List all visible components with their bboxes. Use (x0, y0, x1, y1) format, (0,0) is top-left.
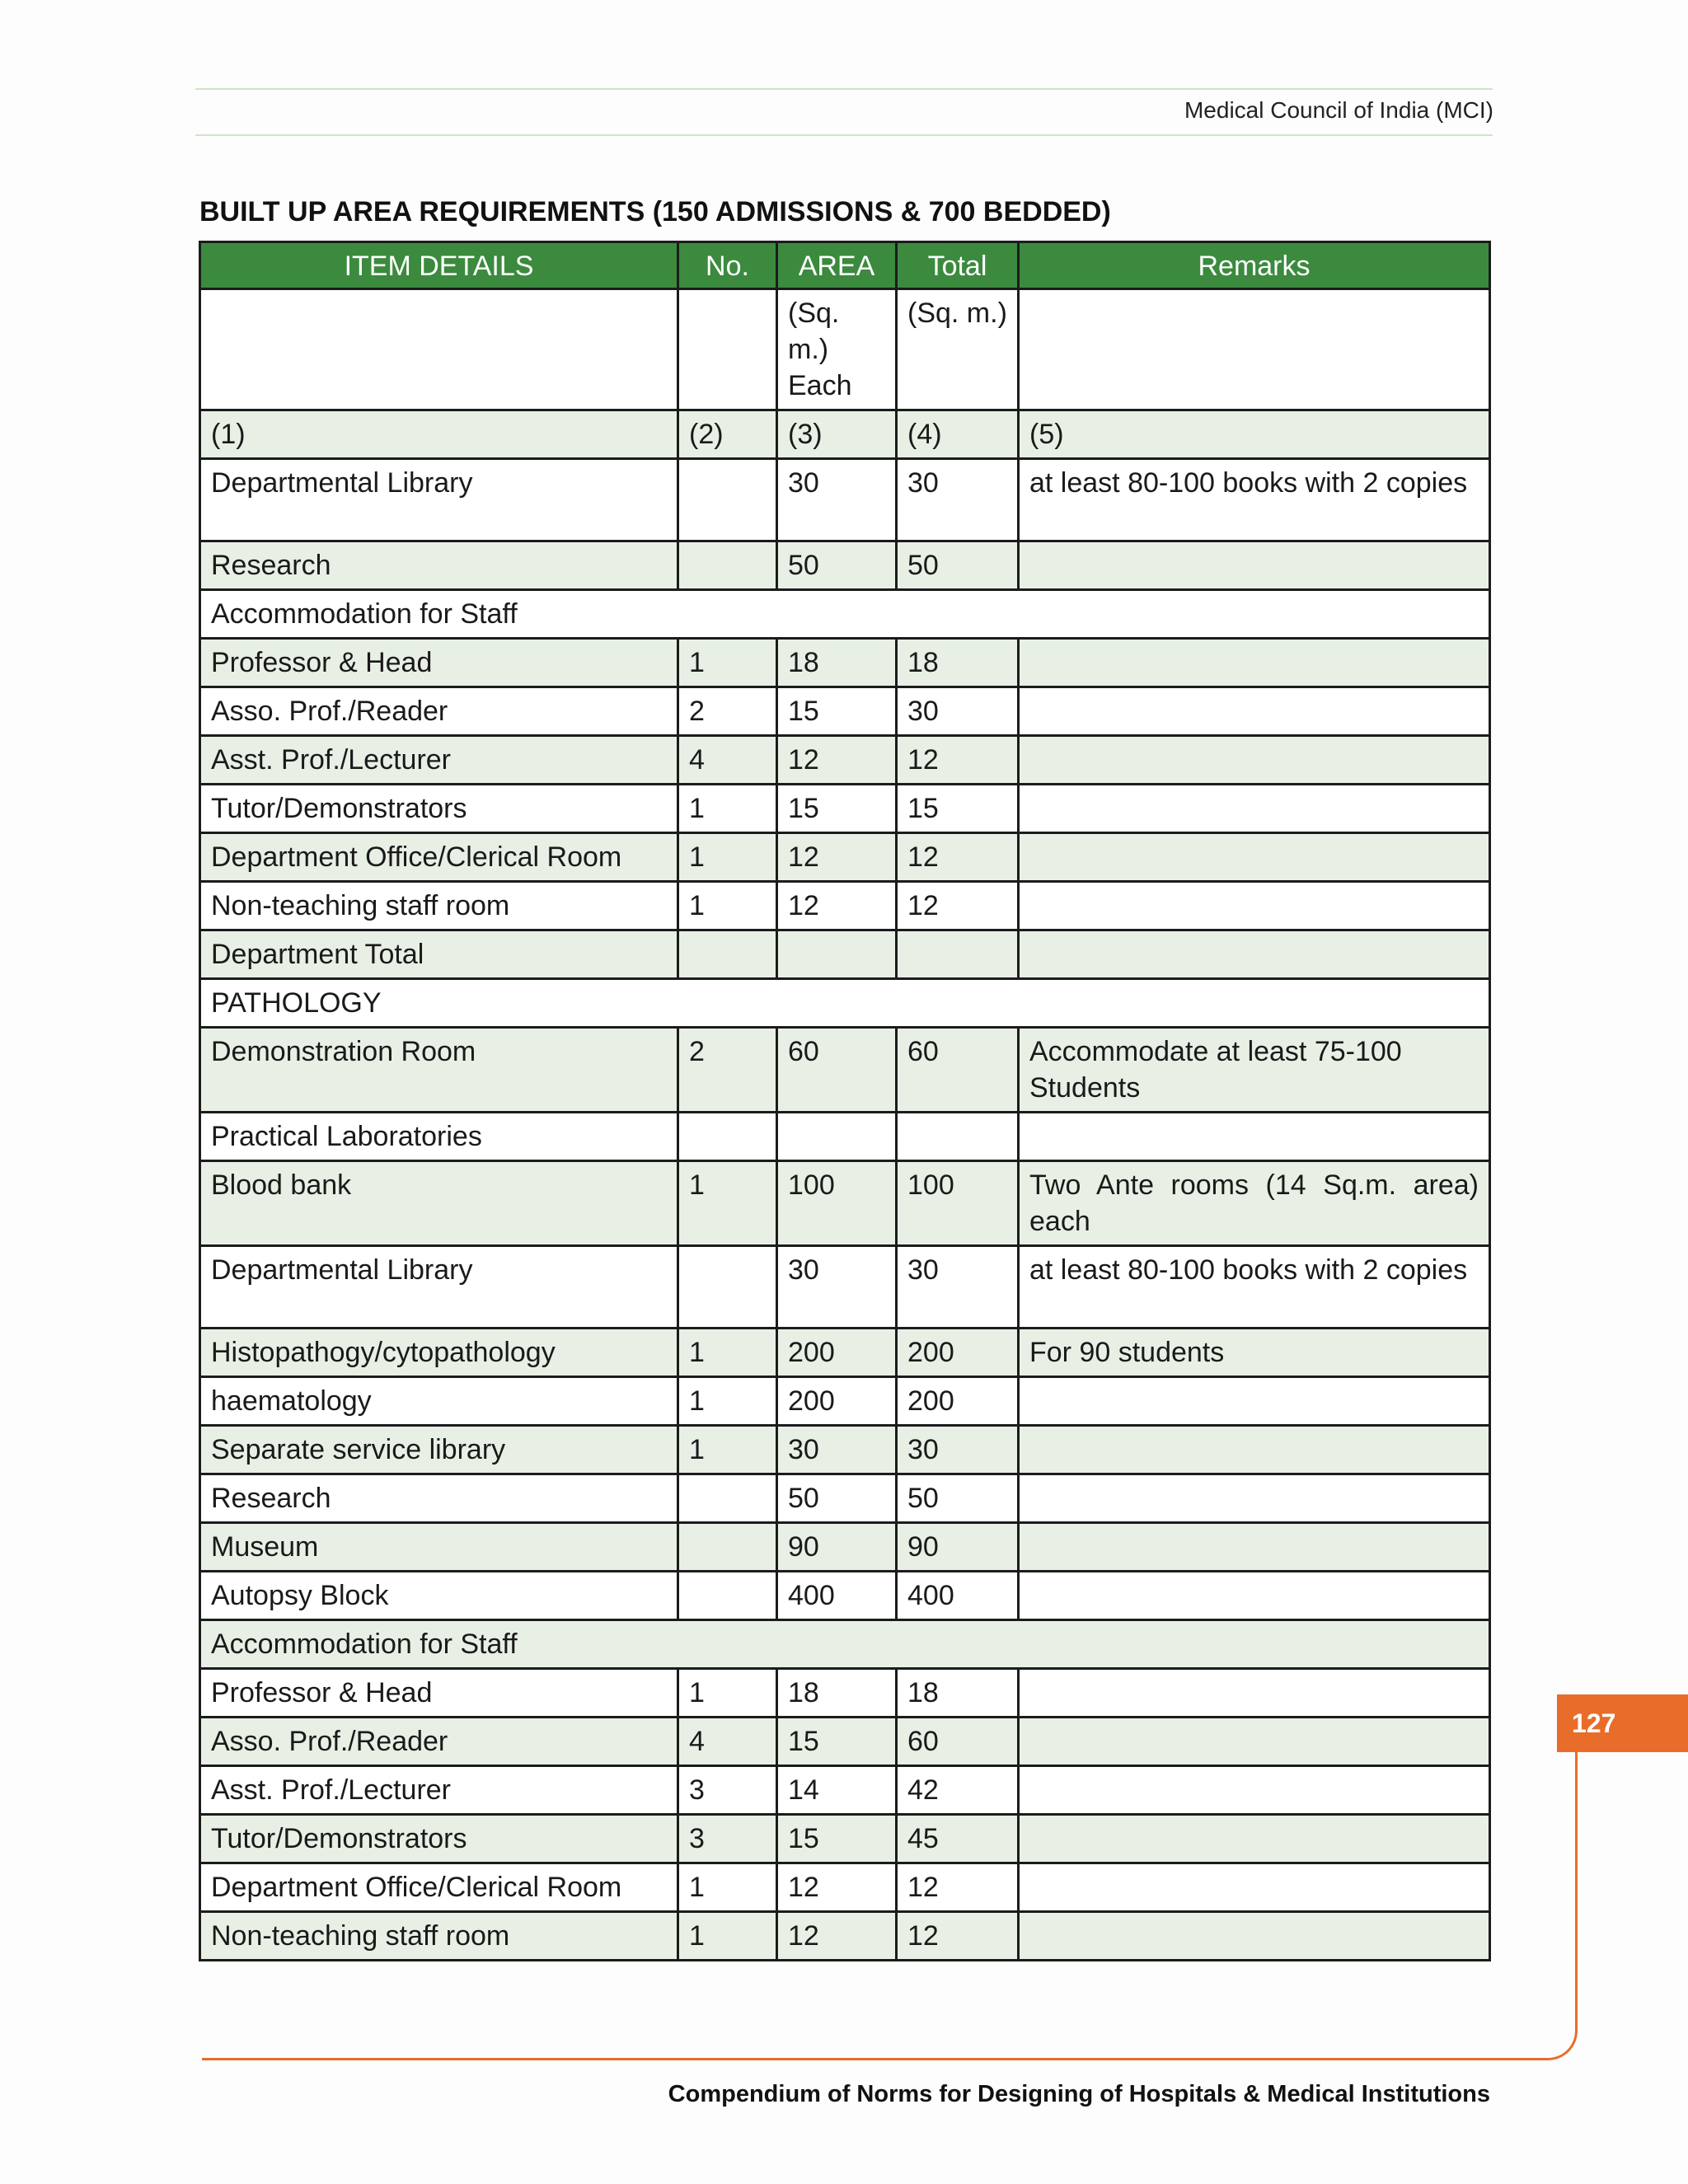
area-cell: 12 (777, 1912, 897, 1961)
section-heading: Accommodation for Staff (200, 590, 1490, 639)
total-cell: 200 (897, 1377, 1019, 1426)
remarks-cell (1019, 785, 1490, 833)
total-cell: 400 (897, 1572, 1019, 1620)
area-cell: 30 (777, 1246, 897, 1329)
table-row (200, 1161, 1490, 1246)
total-cell: 12 (897, 833, 1019, 882)
remarks-cell: at least 80-100 books with 2 copies (1019, 1246, 1490, 1329)
number-cell: (2) (678, 410, 777, 459)
section-row (200, 979, 1490, 1028)
number-cell: 1 (678, 1426, 777, 1474)
item-cell: Practical Laboratories (200, 1113, 678, 1161)
area-cell: 200 (777, 1377, 897, 1426)
remarks-cell (1019, 833, 1490, 882)
table-body (200, 289, 1490, 1961)
total-cell: 50 (897, 1474, 1019, 1523)
total-cell: 100 (897, 1161, 1019, 1246)
number-cell: 1 (678, 882, 777, 930)
remarks-cell (1019, 639, 1490, 687)
remarks-cell: at least 80-100 books with 2 copies (1019, 459, 1490, 541)
item-cell: (1) (200, 410, 678, 459)
item-cell: Departmental Library (200, 459, 678, 541)
table-row (200, 687, 1490, 736)
total-cell: 18 (897, 639, 1019, 687)
number-cell: 3 (678, 1815, 777, 1863)
item-cell (200, 289, 678, 410)
total-cell: (Sq. m.) (897, 289, 1019, 410)
number-cell (678, 541, 777, 590)
item-cell: Blood bank (200, 1161, 678, 1246)
header-rule-top (195, 88, 1493, 90)
number-cell (678, 289, 777, 410)
total-cell: 12 (897, 1863, 1019, 1912)
area-cell: (Sq. m.) Each (777, 289, 897, 410)
column-header: Remarks (1019, 242, 1490, 289)
area-cell: 60 (777, 1028, 897, 1113)
area-cell (777, 1113, 897, 1161)
total-cell: (4) (897, 410, 1019, 459)
area-cell: 12 (777, 833, 897, 882)
area-requirements-table (199, 241, 1491, 1961)
total-cell: 18 (897, 1669, 1019, 1718)
item-cell: Separate service library (200, 1426, 678, 1474)
number-cell: 1 (678, 1863, 777, 1912)
remarks-cell (1019, 541, 1490, 590)
column-header: AREA (777, 242, 897, 289)
column-header: ITEM DETAILS (200, 242, 678, 289)
area-cell: 18 (777, 1669, 897, 1718)
number-cell (678, 459, 777, 541)
area-cell: 90 (777, 1523, 897, 1572)
item-cell: Asst. Prof./Lecturer (200, 1766, 678, 1815)
table-row (200, 833, 1490, 882)
table-row (200, 639, 1490, 687)
section-heading: Accommodation for Staff (200, 1620, 1490, 1669)
number-cell: 1 (678, 1912, 777, 1961)
remarks-cell (1019, 289, 1490, 410)
number-cell (678, 1474, 777, 1523)
remarks-cell: Accommodate at least 75-100 Students (1019, 1028, 1490, 1113)
remarks-cell: For 90 students (1019, 1329, 1490, 1377)
table-row (200, 1377, 1490, 1426)
remarks-cell: (5) (1019, 410, 1490, 459)
item-cell: Autopsy Block (200, 1572, 678, 1620)
column-header: No. (678, 242, 777, 289)
table-row (200, 1329, 1490, 1377)
table-row (200, 785, 1490, 833)
total-cell: 30 (897, 1426, 1019, 1474)
table-row (200, 289, 1490, 410)
number-cell: 4 (678, 1718, 777, 1766)
total-cell: 12 (897, 736, 1019, 785)
item-cell: Professor & Head (200, 1669, 678, 1718)
section-heading: PATHOLOGY (200, 979, 1490, 1028)
table-row (200, 1113, 1490, 1161)
total-cell (897, 930, 1019, 979)
number-cell (678, 930, 777, 979)
remarks-cell (1019, 882, 1490, 930)
total-cell: 30 (897, 1246, 1019, 1329)
item-cell: Asst. Prof./Lecturer (200, 736, 678, 785)
remarks-cell (1019, 687, 1490, 736)
total-cell: 90 (897, 1523, 1019, 1572)
total-cell: 200 (897, 1329, 1019, 1377)
item-cell: haematology (200, 1377, 678, 1426)
number-cell (678, 1523, 777, 1572)
area-cell: 50 (777, 1474, 897, 1523)
item-cell: Tutor/Demonstrators (200, 785, 678, 833)
area-cell: 15 (777, 785, 897, 833)
item-cell: Histopathogy/cytopathology (200, 1329, 678, 1377)
section-row (200, 590, 1490, 639)
remarks-cell (1019, 930, 1490, 979)
running-footer: Compendium of Norms for Designing of Hospitals & Medical Institutions (668, 2081, 1490, 2107)
item-cell: Tutor/Demonstrators (200, 1815, 678, 1863)
total-cell: 60 (897, 1718, 1019, 1766)
remarks-cell (1019, 1669, 1490, 1718)
column-header: Total (897, 242, 1019, 289)
area-cell: 30 (777, 1426, 897, 1474)
table-title: BUILT UP AREA REQUIREMENTS (150 ADMISSIONS & 700 BEDDED) (199, 196, 1111, 227)
remarks-cell (1019, 1474, 1490, 1523)
item-cell: Department Office/Clerical Room (200, 1863, 678, 1912)
table-row (200, 736, 1490, 785)
remarks-cell (1019, 1426, 1490, 1474)
item-cell: Asso. Prof./Reader (200, 687, 678, 736)
number-cell: 1 (678, 639, 777, 687)
remarks-cell (1019, 736, 1490, 785)
table-row (200, 1669, 1490, 1718)
remarks-cell (1019, 1113, 1490, 1161)
item-cell: Museum (200, 1523, 678, 1572)
total-cell: 60 (897, 1028, 1019, 1113)
number-cell: 3 (678, 1766, 777, 1815)
area-cell: 30 (777, 459, 897, 541)
area-cell: 15 (777, 1815, 897, 1863)
running-header: Medical Council of India (MCI) (1184, 97, 1493, 123)
header-rule-bottom (195, 134, 1493, 136)
section-row (200, 1620, 1490, 1669)
number-cell (678, 1113, 777, 1161)
table-row (200, 459, 1490, 541)
area-cell: 200 (777, 1329, 897, 1377)
total-cell: 15 (897, 785, 1019, 833)
area-cell: 50 (777, 541, 897, 590)
total-cell (897, 1113, 1019, 1161)
item-cell: Non-teaching staff room (200, 882, 678, 930)
total-cell: 30 (897, 459, 1019, 541)
area-cell: 400 (777, 1572, 897, 1620)
item-cell: Non-teaching staff room (200, 1912, 678, 1961)
table-row (200, 1572, 1490, 1620)
item-cell: Departmental Library (200, 1246, 678, 1329)
area-cell: 18 (777, 639, 897, 687)
area-cell: 100 (777, 1161, 897, 1246)
table-row (200, 1523, 1490, 1572)
item-cell: Research (200, 541, 678, 590)
item-cell: Department Total (200, 930, 678, 979)
number-cell: 1 (678, 1329, 777, 1377)
number-cell (678, 1572, 777, 1620)
item-cell: Department Office/Clerical Room (200, 833, 678, 882)
area-cell (777, 930, 897, 979)
number-cell: 2 (678, 1028, 777, 1113)
item-cell: Asso. Prof./Reader (200, 1718, 678, 1766)
number-cell: 4 (678, 736, 777, 785)
table-row (200, 410, 1490, 459)
item-cell: Professor & Head (200, 639, 678, 687)
total-cell: 30 (897, 687, 1019, 736)
table-row (200, 1028, 1490, 1113)
area-cell: 15 (777, 687, 897, 736)
number-cell: 1 (678, 833, 777, 882)
table-row (200, 1474, 1490, 1523)
table-row (200, 1426, 1490, 1474)
remarks-cell (1019, 1377, 1490, 1426)
area-cell: 14 (777, 1766, 897, 1815)
table-header-row (200, 242, 1490, 289)
total-cell: 50 (897, 541, 1019, 590)
number-cell: 1 (678, 1377, 777, 1426)
item-cell: Research (200, 1474, 678, 1523)
area-cell: 12 (777, 736, 897, 785)
number-cell (678, 1246, 777, 1329)
total-cell: 42 (897, 1766, 1019, 1815)
remarks-cell (1019, 1523, 1490, 1572)
number-cell: 1 (678, 1161, 777, 1246)
page-frame-line (202, 1752, 1578, 2060)
area-cell: 12 (777, 1863, 897, 1912)
area-cell: 15 (777, 1718, 897, 1766)
number-cell: 2 (678, 687, 777, 736)
table-row (200, 1246, 1490, 1329)
number-cell: 1 (678, 1669, 777, 1718)
total-cell: 12 (897, 882, 1019, 930)
item-cell: Demonstration Room (200, 1028, 678, 1113)
table-row (200, 882, 1490, 930)
area-cell: (3) (777, 410, 897, 459)
area-cell: 12 (777, 882, 897, 930)
total-cell: 45 (897, 1815, 1019, 1863)
page-number-tab: 127 (1557, 1694, 1688, 1752)
remarks-cell (1019, 1572, 1490, 1620)
table-row (200, 541, 1490, 590)
remarks-cell: Two Ante rooms (14 Sq.m. area) each (1019, 1161, 1490, 1246)
total-cell: 12 (897, 1912, 1019, 1961)
number-cell: 1 (678, 785, 777, 833)
table-row (200, 930, 1490, 979)
